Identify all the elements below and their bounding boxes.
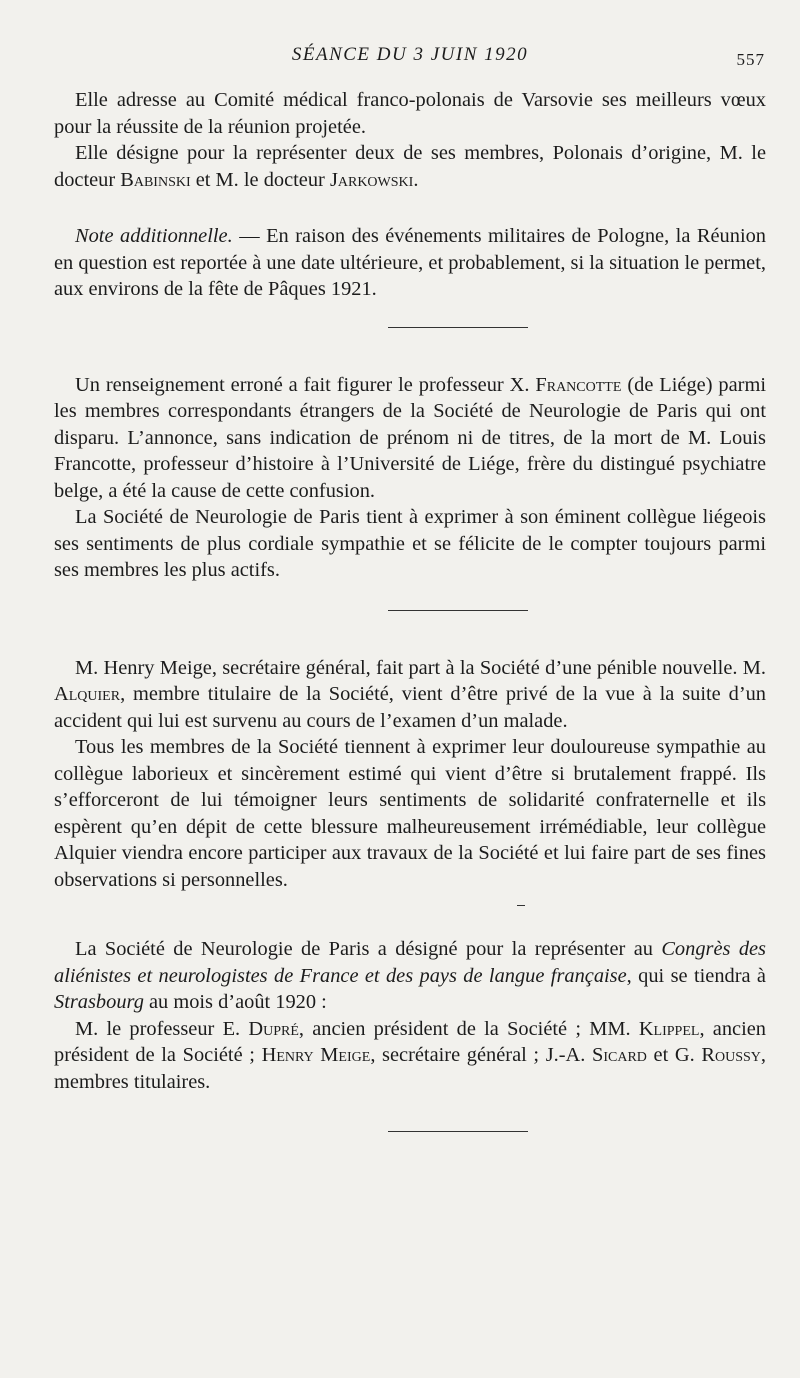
page-number: 557 [736,50,765,69]
paragraph-text: M. le professeur E. [75,1017,249,1040]
paragraph-text: , secrétaire général ; J.-A. [370,1044,593,1066]
person-name: Francotte [535,373,622,396]
section-divider [388,610,528,611]
person-name: Babinski [120,168,191,191]
person-name: Alquier [54,683,121,705]
paragraph-text: , ancien président de la Société ; [54,1017,766,1066]
paragraph-representatives [54,1016,766,1096]
note-label: Note additionnelle. [75,225,233,247]
paragraph-congress [54,936,766,1016]
section-divider [388,327,528,328]
paragraph-text: — En raison des événements militaires de Pologne, la Réunion en question est reportée à une date ultérieure, et probablement, si la situation le permet, aux environs de la fête de Pâques 1921. [54,225,766,300]
paragraph-text: , membres titulaires. [54,1044,767,1093]
section-divider [388,1131,528,1132]
paragraph-condolences [54,734,766,893]
paragraph-text: Un renseignement erroné a fait figurer le professeur X. [75,373,536,396]
paragraph-text: et G. [646,1044,702,1066]
person-name: Henry Meige [261,1044,371,1066]
running-title: SÉANCE DU 3 JUIN 1920 [291,44,529,65]
person-name: Sicard [592,1044,647,1066]
paragraph-alquier [54,655,766,735]
person-name: Klippel [638,1017,700,1040]
paragraph-text: La Société de Neurologie de Paris tient à exprimer à son éminent collègue liégeois ses sentiments de plus cordiale sympathie et se félicite de le compter toujours parmi ses membres les plus actifs. [54,506,766,581]
paragraph-text: et M. le docteur [190,168,330,191]
paragraph-text: au mois d’août 1920 : [143,991,327,1013]
paragraph-delegates [54,140,766,193]
paragraph-text: . [413,168,419,191]
paragraph-text: Elle adresse au Comité médical franco-polonais de Varsovie ses meilleurs vœux pour la réussite de la réunion projetée. [54,89,766,138]
paragraph-text: (de Liége) parmi les membres correspondants étrangers de la Société de Neurologie de Paris qui ont disparu. L’annonce, sans indication de prénom ni de titres, de la mort de M. Louis Francotte, professeur d’histoire à l’Université de Liége, frère du distingué psychiatre belge, a été la cause de cette confusion. [54,373,766,502]
person-name: Roussy [701,1044,761,1066]
paragraph-wishes [54,87,766,140]
paragraph-text: , membre titulaire de la Société, vient d’être privé de la vue à la suite d’un accident qui lui est survenu au cours de l’examen d’un malade. [54,683,766,732]
section-divider [517,905,525,906]
city-name: Strasbourg [54,991,144,1013]
paragraph-francotte [54,372,766,505]
congress-name: Congrès des aliénistes et neurologistes de France et des pays de langue française [54,938,766,987]
person-name: Dupré [248,1017,299,1040]
page-header [55,44,765,78]
body-text [54,87,766,1132]
person-name: Jarkowski [329,168,414,191]
paragraph-text: , ancien président de la Société ; MM. [298,1017,639,1040]
paragraph-text: , qui se tiendra à [626,964,766,987]
paragraph-sympathy [54,504,766,584]
paragraph-note [54,223,766,303]
paragraph-text: Tous les membres de la Société tiennent à exprimer leur douloureuse sympathie au collègue laborieux et sincèrement estimé qui vient d’être si brutalement frappé. Ils s’efforceront de lui témoigner leurs sentiments de solidarité confraternelle et ils espèrent qu’en dépit de cette blessure malheureusement irrémédiable, leur collègue Alquier viendra encore participer aux travaux de la Société et lui faire part de ses fines observations si personnelles. [54,736,766,891]
paragraph-text: Elle désigne pour la représenter deux de ses membres, Polonais d’origine, M. le docteur [54,142,766,191]
paragraph-text: M. Henry Meige, secrétaire général, fait part à la Société d’une pénible nouvelle. M. [75,656,766,679]
paragraph-text: La Société de Neurologie de Paris a désigné pour la représenter au [75,938,662,960]
